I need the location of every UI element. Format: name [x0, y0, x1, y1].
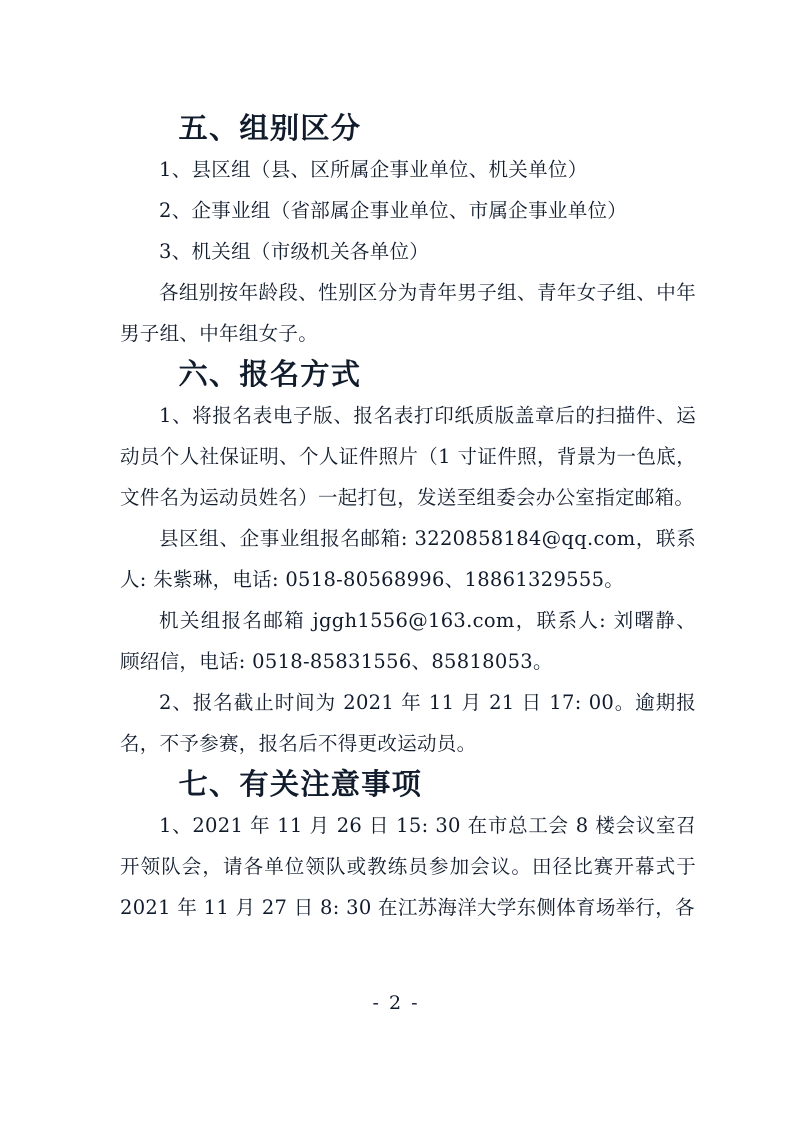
paragraph-registration-deadline: 2、报名截止时间为 2021 年 11 月 21 日 17: 00。逾期报名，不予参赛，报名后不得更改运动员。 [120, 691, 696, 755]
paragraph-group-county: 1、县区组（县、区所属企事业单位、机关单位） [159, 158, 588, 181]
paragraph-registration-materials: 1、将报名表电子版、报名表打印纸质版盖章后的扫描件、运动员个人社保证明、个人证件照片（1 寸证件照，背景为一色底，文件名为运动员姓名）一起打包，发送至组委会办公室指定邮箱。 [120, 404, 696, 509]
page-number: - 2 - [372, 992, 420, 1014]
paragraph-contact-county-enterprise: 县区组、企事业组报名邮箱: 3220858184@qq.com，联系人: 朱紫琳，电话: 0518-80568996、18861329555。 [120, 527, 696, 591]
section-heading-six: 六、报名方式 [178, 357, 362, 391]
paragraph-contact-government: 机关组报名邮箱 jggh1556@163.com，联系人: 刘曙静、顾绍信，电话: 0518-85831556、85818053。 [120, 609, 696, 673]
paragraph-group-enterprise: 2、企事业组（省部属企事业单位、市属企事业单位） [159, 199, 628, 222]
section-heading-five: 五、组别区分 [178, 111, 362, 145]
paragraph-meeting-and-opening: 1、2021 年 11 月 26 日 15: 30 在市总工会 8 楼会议室召开领队会，请各单位领队或教练员参加会议。田径比赛开幕式于 2021 年 11 月 27 日 8: 30 在江苏海洋大学东侧体育场举行，各 [120, 814, 696, 919]
paragraph-age-gender-division: 各组别按年龄段、性别区分为青年男子组、青年女子组、中年男子组、中年组女子。 [120, 281, 696, 345]
paragraph-group-government: 3、机关组（市级机关各单位） [159, 240, 430, 263]
section-heading-seven: 七、有关注意事项 [178, 767, 423, 801]
document-body [120, 108, 696, 928]
